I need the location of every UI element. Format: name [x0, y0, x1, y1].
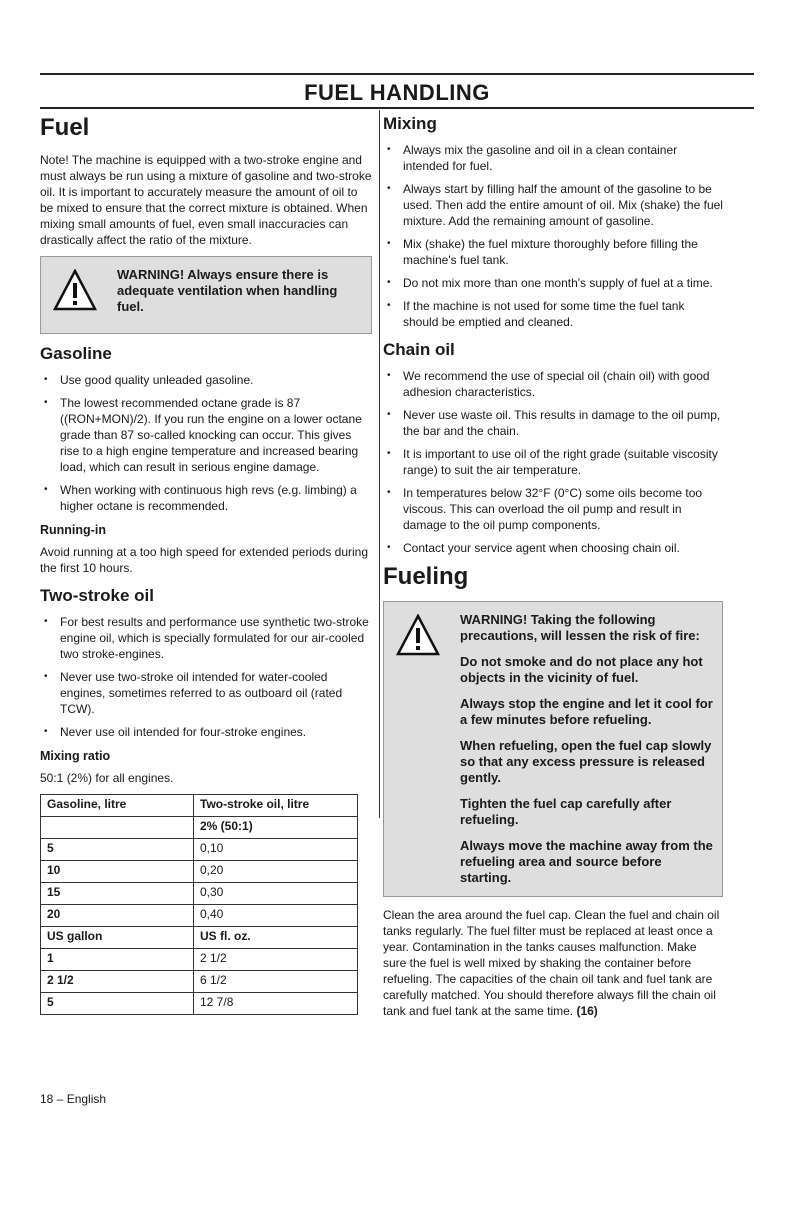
- table-cell: 6 1/2: [194, 971, 358, 993]
- mixing-heading: Mixing: [383, 114, 437, 133]
- running-in-heading: Running-in: [40, 523, 106, 537]
- table-cell: 2 1/2: [194, 949, 358, 971]
- table-cell: 2% (50:1): [194, 817, 358, 839]
- table-row: [41, 839, 358, 861]
- list-item: • For best results and performance use synthetic two-stroke engine oil, which is specially formulated for our air-cooled two stroke-engines.: [40, 614, 372, 662]
- table-us-header-row: [41, 927, 358, 949]
- table-cell: 20: [41, 905, 194, 927]
- warning-ventilation-box: [40, 256, 372, 334]
- column-divider: [379, 110, 380, 818]
- figure-ref: (16): [576, 1004, 598, 1018]
- fueling-body: Clean the area around the fuel cap. Clean the fuel and chain oil tanks regularly. The fuel filter must be replaced at least once a year. Contamination in the tanks causes malfunction. Make sure the fuel is well mixed by shaking the container before refueling. The capacities of the chain oil tank and fuel tank are carefully matched. You should therefore always fill the chain oil tank and fuel tank at the same time.: [383, 908, 720, 1018]
- table-row: [41, 949, 358, 971]
- warning-fueling-item: Always move the machine away from the refueling area and source before starting.: [460, 838, 713, 885]
- gasoline-heading: Gasoline: [40, 344, 112, 363]
- list-item: • The lowest recommended octane grade is 87 ((RON+MON)/2). If you run the engine on a lower octane grade than 87 so-called knocking can occur. This gives rise to a high engine temperature and increased bearing load, which can result in serious engine damage.: [40, 395, 372, 475]
- mixing-ratio-heading: Mixing ratio: [40, 749, 111, 763]
- table-cell: 0,40: [194, 905, 358, 927]
- header-rule-bottom: [40, 107, 754, 109]
- table-cell: 1: [41, 949, 194, 971]
- list-item: • Never use waste oil. This results in damage to the oil pump, the bar and the chain.: [383, 407, 723, 439]
- table-cell: [41, 817, 194, 839]
- list-item: • Always mix the gasoline and oil in a clean container intended for fuel.: [383, 142, 723, 174]
- mixing-list: [383, 142, 723, 330]
- table-cell: 5: [41, 839, 194, 861]
- list-item: • When working with continuous high revs (e.g. limbing) a higher octane is recommended.: [40, 482, 372, 514]
- table-row: [41, 993, 358, 1015]
- table-row: [41, 971, 358, 993]
- table-cell: 5: [41, 993, 194, 1015]
- warning-fueling-box: [383, 601, 723, 897]
- table-subheader-row: [41, 817, 358, 839]
- header-rule-top: [40, 73, 754, 75]
- mixing-ratio-text: 50:1 (2%) for all engines.: [40, 771, 174, 785]
- right-column: [383, 112, 723, 1027]
- table-cell: Gasoline, litre: [41, 795, 194, 817]
- warning-fueling-text: WARNING! Taking the following precautions, will lessen the risk of fire:: [460, 612, 700, 643]
- warning-triangle-icon: [53, 269, 97, 311]
- fueling-text: [383, 907, 723, 1019]
- chain-oil-list: [383, 368, 723, 556]
- list-item: • In temperatures below 32°F (0°C) some oils become too viscous. This can overload the oil pump and result in damage to the oil pump components.: [383, 485, 723, 533]
- fuel-note: Note! The machine is equipped with a two-stroke engine and must always be run using a mixture of gasoline and two-stroke oil. It is important to accurately measure the amount of oil to be mixed to ensure that the correct mixture is obtained. When mixing small amounts of fuel, even small inaccuracies can drastically affect the ratio of the mixture.: [40, 153, 372, 247]
- table-cell: 2 1/2: [41, 971, 194, 993]
- fuel-heading: Fuel: [40, 114, 90, 141]
- list-item: • If the machine is not used for some time the fuel tank should be emptied and cleaned.: [383, 298, 723, 330]
- warning-fueling-item: Tighten the fuel cap carefully after refueling.: [460, 796, 672, 827]
- left-column: [40, 112, 372, 1015]
- table-cell: 0,10: [194, 839, 358, 861]
- page-footer: 18 – English: [40, 1092, 107, 1106]
- list-item: • Use good quality unleaded gasoline.: [40, 372, 372, 388]
- running-in-text: Avoid running at a too high speed for extended periods during the first 10 hours.: [40, 545, 369, 575]
- table-cell: 10: [41, 861, 194, 883]
- table-cell: US fl. oz.: [194, 927, 358, 949]
- list-item: • Mix (shake) the fuel mixture thoroughly before filling the machine's fuel tank.: [383, 236, 723, 268]
- table-row: [41, 883, 358, 905]
- list-item: • Always start by filling half the amount of the gasoline to be used. Then add the entire amount of oil. Mix (shake) the fuel mixture. Add the remaining amount of gasoline.: [383, 181, 723, 229]
- list-item: • Never use two-stroke oil intended for water-cooled engines, sometimes referred to as outboard oil (rated TCW).: [40, 669, 372, 717]
- table-cell: 12 7/8: [194, 993, 358, 1015]
- list-item: • Contact your service agent when choosing chain oil.: [383, 540, 723, 556]
- table-cell: 0,30: [194, 883, 358, 905]
- warning-triangle-icon: [396, 614, 440, 656]
- warning-fueling-item: Do not smoke and do not place any hot objects in the vicinity of fuel.: [460, 654, 703, 685]
- fueling-heading: Fueling: [383, 563, 469, 590]
- warning-fueling-item: Always stop the engine and let it cool for a few minutes before refueling.: [460, 696, 713, 727]
- warning-ventilation-text: WARNING! Always ensure there is adequate ventilation when handling fuel.: [117, 267, 338, 314]
- table-row: [41, 861, 358, 883]
- two-stroke-list: [40, 614, 372, 740]
- gasoline-list: [40, 372, 372, 514]
- list-item: • It is important to use oil of the right grade (suitable viscosity range) to suit the air temperature.: [383, 446, 723, 478]
- chain-oil-heading: Chain oil: [383, 340, 455, 359]
- two-stroke-heading: Two-stroke oil: [40, 586, 154, 605]
- table-row: [41, 905, 358, 927]
- list-item: • Never use oil intended for four-stroke engines.: [40, 724, 372, 740]
- table-cell: 0,20: [194, 861, 358, 883]
- table-cell: Two-stroke oil, litre: [194, 795, 358, 817]
- list-item: • We recommend the use of special oil (chain oil) with good adhesion characteristics.: [383, 368, 723, 400]
- table-header-row: [41, 795, 358, 817]
- table-cell: 15: [41, 883, 194, 905]
- warning-fueling-item: When refueling, open the fuel cap slowly so that any excess pressure is released gently.: [460, 738, 712, 785]
- page-title: FUEL HANDLING: [304, 80, 490, 105]
- list-item: • Do not mix more than one month's supply of fuel at a time.: [383, 275, 723, 291]
- table-cell: US gallon: [41, 927, 194, 949]
- mixing-ratio-table: [40, 794, 358, 1015]
